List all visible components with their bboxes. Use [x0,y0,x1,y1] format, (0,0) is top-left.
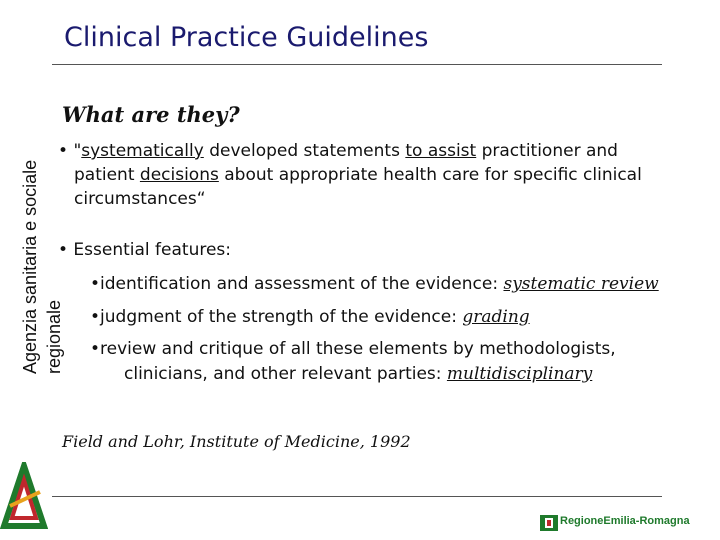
regione-flag-icon [540,515,558,531]
keyword-grading: grading [462,307,530,327]
side-agency-label [0,0,64,390]
slide-title: Clinical Practice Guidelines [64,22,429,53]
keyword-systematic-review: systematic review [503,274,659,294]
section-heading: What are they? [62,102,240,127]
side-label-line-2: regionale [44,299,64,374]
regione-emilia-romagna-logo [540,512,690,534]
regione-logo-text: RegioneEmilia-Romagna [560,515,690,527]
citation: Field and Lohr, Institute of Medicine, 1992 [62,432,411,451]
definition-line-2: patient decisions about appropriate health care for specific clinical [74,165,642,185]
side-label-line-1: Agenzia sanitaria e sociale [20,159,40,374]
keyword-multidisciplinary: multidisciplinary [446,364,593,384]
definition-line-1: • "systematically developed statements to assist practitioner and [58,141,618,161]
agency-logo-icon [0,462,48,532]
feature-item-evidence: •identification and assessment of the evidence: systematic review [90,274,659,294]
definition-bullet [58,139,668,211]
bottom-divider [52,496,662,497]
keyword-decisions: decisions [139,165,219,185]
keyword-systematically: systematically [81,141,204,161]
features-heading: • Essential features: [58,240,232,260]
keyword-to-assist: to assist [405,141,477,161]
definition-line-3: circumstances“ [74,189,206,209]
feature-item-review: •review and critique of all these elements by methodologists, [90,339,616,359]
feature-item-review-continued: clinicians, and other relevant parties: multidisciplinary [124,364,593,384]
top-divider [52,64,662,65]
feature-item-grading: •judgment of the strength of the evidence: grading [90,307,530,327]
